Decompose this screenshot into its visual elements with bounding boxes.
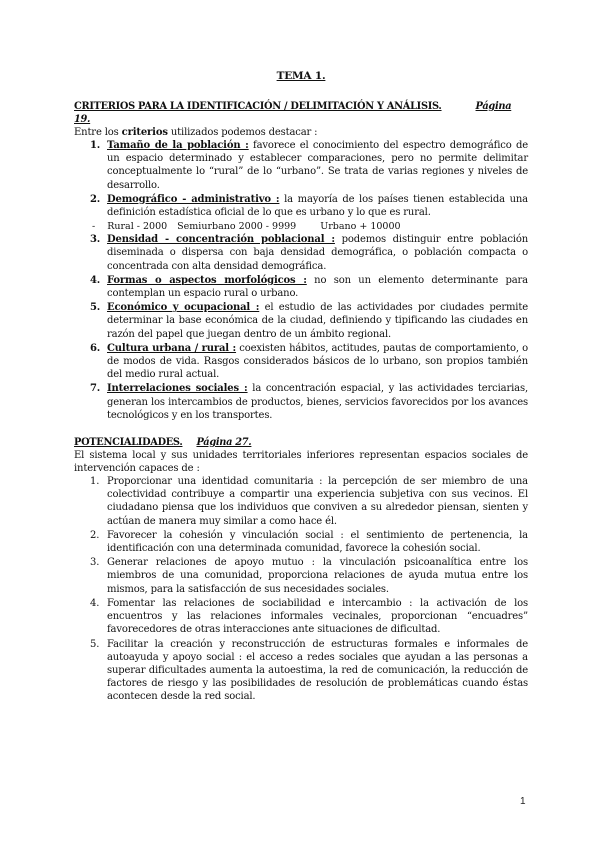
list-number: 7. bbox=[90, 383, 101, 395]
list-number: 6. bbox=[90, 342, 101, 354]
bullet-dash: - bbox=[92, 221, 96, 233]
list-item bbox=[74, 475, 528, 528]
potencialidades-list bbox=[74, 475, 528, 703]
list-term: Densidad - concentración poblacional : bbox=[107, 234, 335, 246]
list-number: 2. bbox=[90, 193, 101, 205]
document-title: TEMA 1. bbox=[276, 70, 326, 82]
list-term: Demográfico - administrativo : bbox=[107, 193, 280, 205]
list-number: 3. bbox=[90, 234, 101, 246]
list-number: 4. bbox=[90, 597, 100, 609]
list-item bbox=[74, 139, 528, 192]
section-criterios-heading bbox=[74, 100, 528, 126]
threshold-semiurbano: Semiurbano 2000 - 9999 bbox=[177, 221, 297, 233]
document-page bbox=[74, 70, 528, 705]
intro-text-end: utilizados podemos destacar : bbox=[167, 127, 318, 138]
section-potencialidades-page: Página 27. bbox=[196, 437, 252, 449]
list-text: podemos distinguir entre población diseminada o dispersa con baja densidad demográfica, o población compacta o concentrada con alta densidad demográfica. bbox=[107, 234, 528, 272]
list-item bbox=[74, 274, 528, 300]
threshold-urbano: Urbano + 10000 bbox=[320, 221, 401, 233]
list-text: coexisten hábitos, actitudes, pautas de comportamiento, o de modos de vida. Rasgos considerados básicos de lo urbano, son propios también del medio rural actual. bbox=[107, 342, 528, 381]
list-text: no son un elemento determinante para contemplan un espacio rural o urbano. bbox=[107, 274, 528, 300]
list-item bbox=[74, 193, 528, 219]
section-gap bbox=[74, 423, 528, 436]
list-text: la mayoría de los países tienen establecida una definición estadística oficial de lo que es urbano y lo que es rural. bbox=[107, 193, 528, 219]
list-number: 4. bbox=[90, 274, 101, 286]
list-number: 5. bbox=[90, 638, 100, 650]
section-potencialidades-title: POTENCIALIDADES. bbox=[74, 437, 183, 449]
list-text: Favorecer la cohesión y vinculación social : el sentimiento de pertenencia, la identificación con una determinada comunidad, favorece la cohesión social. bbox=[107, 529, 528, 555]
criterios-list-continued bbox=[74, 233, 528, 422]
list-text: favorece el conocimiento del espectro demográfico de un espacio determinado y establecer comparaciones, pero no permite delimitar conceptualmente lo “rural” de lo “urbano”. Se trata de varias regiones y niveles de desarrollo. bbox=[107, 140, 528, 191]
list-term: Formas o aspectos morfológicos : bbox=[107, 274, 307, 286]
list-term: Cultura urbana / rural : bbox=[107, 342, 237, 354]
list-number: 5. bbox=[90, 302, 101, 314]
list-text: el estudio de las actividades por ciudades permite determinar la base económica de la ciudad, definiendo y tipificando las ciudades en razón del papel que juegan dentro de un ámbito regional. bbox=[107, 302, 528, 340]
list-number: 1. bbox=[90, 140, 101, 151]
list-number: 3. bbox=[90, 557, 100, 569]
section-criterios-title: CRITERIOS PARA LA IDENTIFICACIÓN / DELIMITACIÓN Y ANÁLISIS. bbox=[74, 101, 442, 112]
list-item bbox=[74, 233, 528, 273]
list-text: Facilitar la creación y reconstrucción de estructuras formales e informales de autoayuda y apoyo social : el acceso a redes sociales que ayudan a las personas a superar dificultades aumenta la autoestima, la red de comunicación, la reducción de factores de riesgo y las posibilidades de resolución de problemáticas cuando éstas acontecen desde la red social. bbox=[107, 638, 528, 703]
list-text: la concentración espacial, y las actividades terciarias, generan los intercambios de productos, bienes, servicios favorecidos por los avances tecnológicos y en los transportes. bbox=[107, 383, 528, 421]
population-thresholds bbox=[74, 220, 528, 233]
intro-text: Entre los bbox=[74, 127, 122, 138]
list-number: 1. bbox=[90, 476, 100, 488]
list-item bbox=[74, 342, 528, 382]
list-item bbox=[74, 638, 528, 704]
list-text: Generar relaciones de apoyo mutuo : la vinculación psicoanalítica entre los miembros de una comunidad, proporciona relaciones de ayuda mutua entre los mismos, para la satisfacción de sus necesidades sociales. bbox=[107, 557, 528, 595]
criterios-list bbox=[74, 139, 528, 219]
list-term: Económico y ocupacional : bbox=[107, 302, 260, 314]
section-potencialidades-intro: El sistema local y sus unidades territoriales inferiores representan espacios sociales de intervención capaces de : bbox=[74, 450, 528, 475]
list-item bbox=[74, 556, 528, 596]
list-item bbox=[74, 597, 528, 637]
list-item bbox=[74, 301, 528, 341]
section-potencialidades-heading bbox=[74, 436, 528, 449]
intro-keyword: criterios bbox=[121, 127, 168, 138]
list-number: 2. bbox=[90, 529, 100, 541]
section-criterios-intro bbox=[74, 126, 528, 139]
section-criterios-page: Página 19. bbox=[74, 101, 512, 125]
list-item bbox=[74, 529, 528, 555]
list-text: Proporcionar una identidad comunitaria : la percepción de ser miembro de una colectividad contribuye a compartir una experiencia subjetiva con sus vecinos. El ciudadano piensa que los individuos que conviven a su alrededor piensan, sienten y actúan de manera muy similar a como hace él. bbox=[107, 476, 528, 527]
threshold-rural: Rural - 2000 bbox=[107, 221, 168, 233]
page-number: 1 bbox=[520, 796, 526, 807]
list-text: Fomentar las relaciones de sociabilidad e intercambio : la activación de los encuentros y las relaciones informales vecinales, proporcionan “encuadres” favorecedores de otras interacciones ante situaciones de dificultad. bbox=[107, 597, 528, 636]
list-term: Tamaño de la población : bbox=[107, 140, 249, 151]
list-item bbox=[74, 382, 528, 422]
list-term: Interrelaciones sociales : bbox=[107, 383, 248, 395]
